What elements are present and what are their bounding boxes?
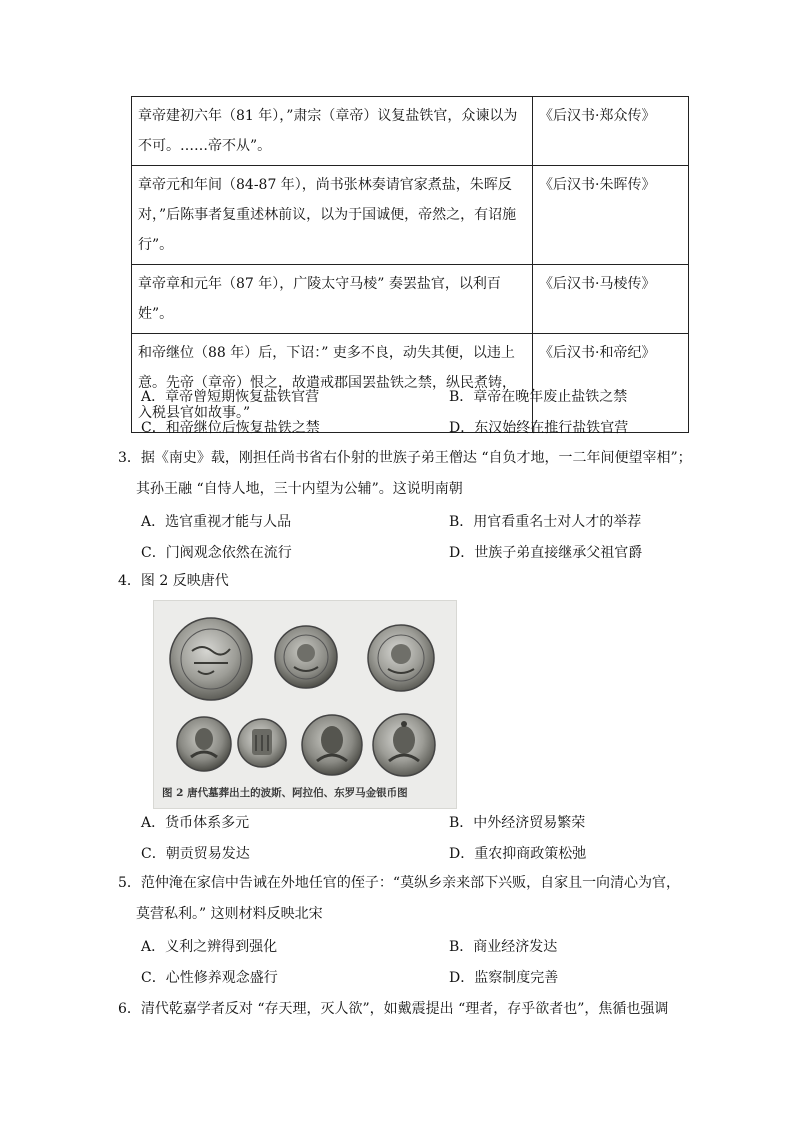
q3-option-c: C．门阀观念依然在流行 bbox=[141, 545, 292, 561]
q5-option-a: A．义利之辨得到强化 bbox=[141, 939, 278, 955]
q5-stem-line1: 5．范仲淹在家信中告诫在外地任官的侄子：“莫纵乡亲来部下兴贩，自家且一向清心为官， bbox=[118, 875, 681, 891]
coin-byzantine-3 bbox=[302, 715, 362, 775]
q2-option-b: B．章帝在晚年废止盐铁之禁 bbox=[449, 389, 628, 405]
coin-figure bbox=[153, 600, 457, 809]
q2-option-c: C．和帝继位后恢复盐铁之禁 bbox=[141, 420, 320, 436]
q5-option-b: B．商业经济发达 bbox=[449, 939, 558, 955]
table-cell-text: 章帝建初六年（81 年），”肃宗（章帝）议复盐铁官，众谏以为不可。……帝不从”。 bbox=[132, 97, 533, 166]
source-table bbox=[131, 96, 689, 433]
q5-option-c: C．心性修养观念盛行 bbox=[141, 970, 278, 986]
q4-stem: 4．图 2 反映唐代 bbox=[118, 573, 229, 589]
q5-option-d: D．监察制度完善 bbox=[449, 970, 559, 986]
coin-byzantine-1 bbox=[177, 717, 231, 771]
q2-option-d: D．东汉始终在推行盐铁官营 bbox=[449, 420, 629, 436]
q3-option-a: A．选官重视才能与人品 bbox=[141, 514, 292, 530]
coin-arabic bbox=[170, 618, 252, 700]
coin-byzantine-4 bbox=[373, 714, 435, 776]
q3-option-d: D．世族子弟直接继承父祖官爵 bbox=[449, 545, 643, 561]
q4-option-c: C．朝贡贸易发达 bbox=[141, 846, 250, 862]
q3-option-b: B．用官看重名士对人才的举荐 bbox=[449, 514, 642, 530]
table-cell-source: 《后汉书·郑众传》 bbox=[533, 97, 689, 166]
coin-persian-2 bbox=[368, 625, 434, 691]
q4-option-a: A．货币体系多元 bbox=[141, 815, 250, 831]
table-row bbox=[132, 166, 689, 265]
table-cell-text: 和帝继位（88 年）后，下诏：” 吏多不良，动失其便，以违上意。先帝（章帝）恨之，故遣戒郡国罢盐铁之禁，纵民煮铸，入税县官如故事。” bbox=[132, 334, 533, 433]
coin-persian-1 bbox=[275, 626, 337, 688]
table-cell-text: 章帝元和年间（84-87 年），尚书张林奏请官家煮盐，朱晖反对，”后陈事者复重述林前议，以为于国诚便，帝然之，有诏施行”。 bbox=[132, 166, 533, 265]
table-cell-source: 《后汉书·马棱传》 bbox=[533, 265, 689, 334]
q4-option-d: D．重农抑商政策松弛 bbox=[449, 846, 587, 862]
q5-stem-line2: 莫营私利。” 这则材料反映北宋 bbox=[136, 906, 323, 922]
q6-stem-line1: 6．清代乾嘉学者反对 “存天理，灭人欲”，如戴震提出 “理者，存乎欲者也”，焦循也强调 bbox=[118, 1001, 669, 1017]
table-cell-source: 《后汉书·和帝纪》 bbox=[533, 334, 689, 433]
q4-option-b: B．中外经济贸易繁荣 bbox=[449, 815, 586, 831]
table-row bbox=[132, 97, 689, 166]
table-cell-text: 章帝章和元年（87 年），广陵太守马棱” 奏罢盐官，以利百姓”。 bbox=[132, 265, 533, 334]
coins-image bbox=[154, 601, 456, 781]
coin-byzantine-2 bbox=[238, 719, 286, 767]
figure-caption: 图 2 唐代墓葬出土的波斯、阿拉伯、东罗马金银币图 bbox=[162, 787, 408, 799]
q3-stem-line2: 其孙王融 “自恃人地，三十内望为公辅”。这说明南朝 bbox=[136, 481, 463, 497]
q3-stem-line1: 3．据《南史》载，刚担任尚书省右仆射的世族子弟王僧达 “自负才地，一二年间便望宰相”； bbox=[118, 450, 692, 466]
q2-option-a: A．章帝曾短期恢复盐铁官营 bbox=[141, 389, 320, 405]
table-row bbox=[132, 265, 689, 334]
table-cell-source: 《后汉书·朱晖传》 bbox=[533, 166, 689, 265]
